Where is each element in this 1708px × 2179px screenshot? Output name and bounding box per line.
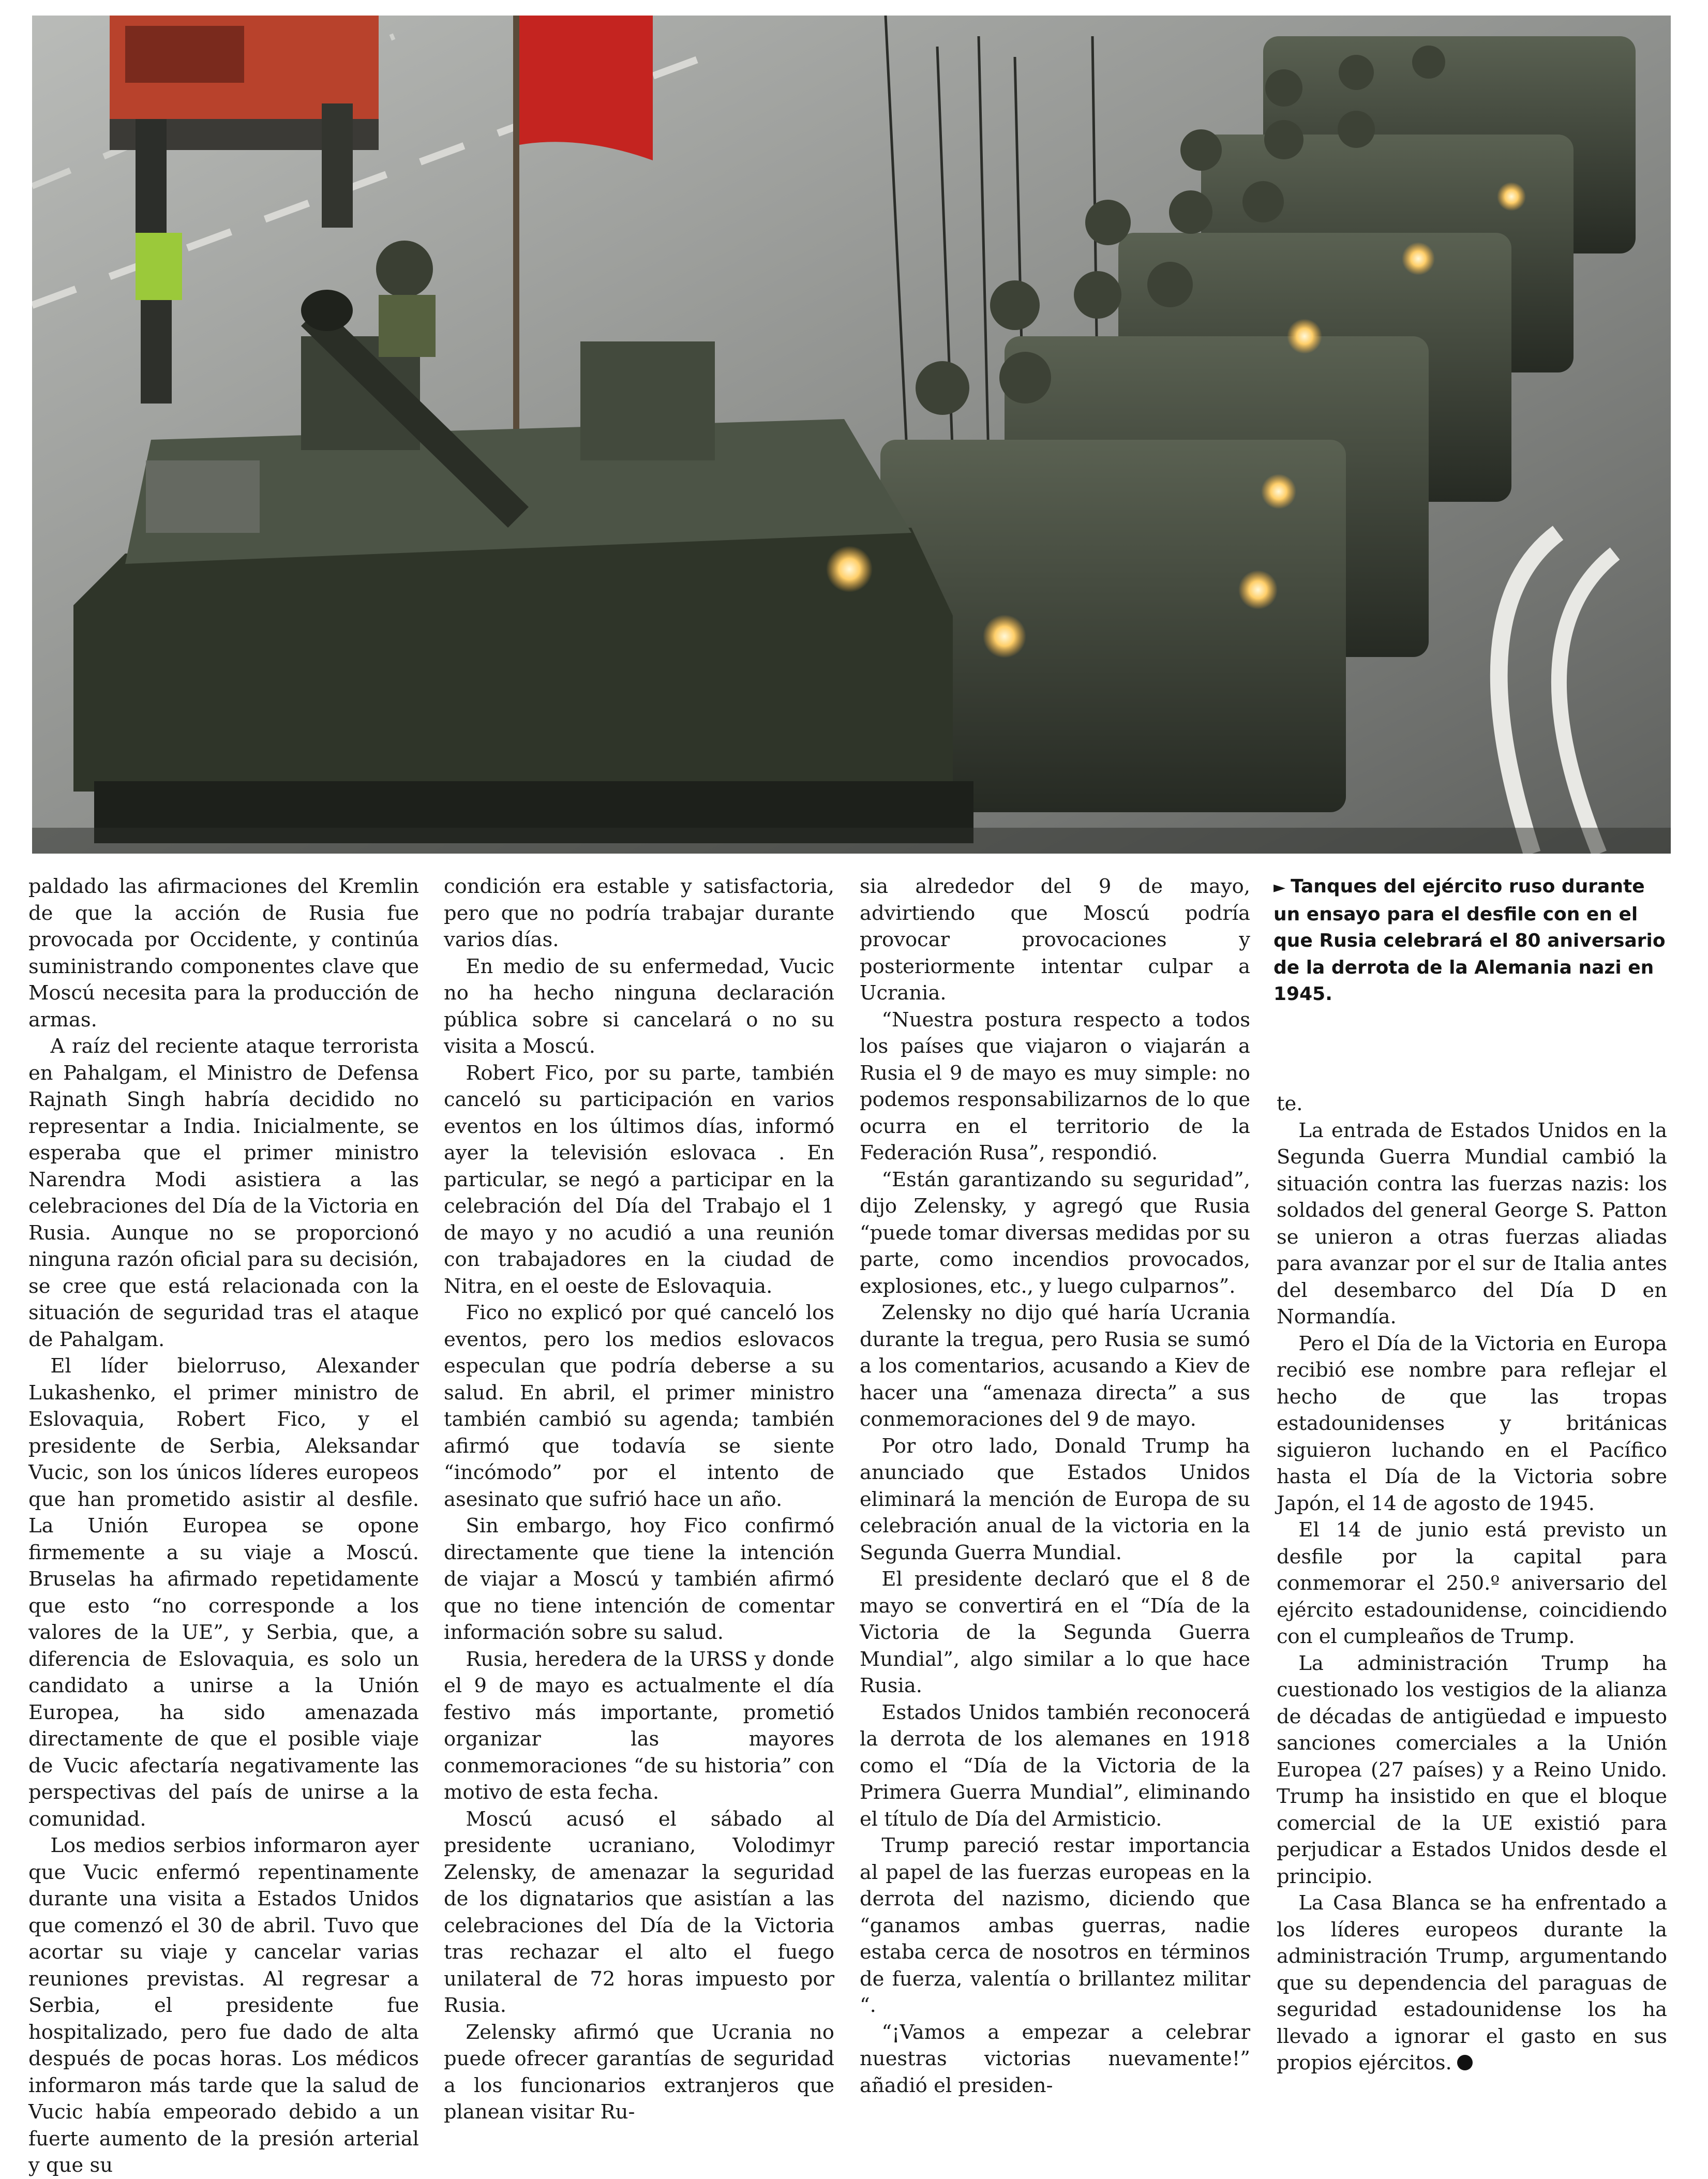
photo-caption <box>1273 873 1667 1008</box>
paragraph: “¡Vamos a empezar a celebrar nuestras victorias nuevamente!” añadió el presiden- <box>860 2020 1250 2097</box>
paragraph: paldado las afirmaciones del Kremlin de que la acción de Rusia fue provocada por Occidente, y continúa suministrando componentes clave que Moscú necesita para la producción de armas. <box>28 875 419 1032</box>
paragraph: La administración Trump ha cuestionado los vestigios de la alianza de décadas de antigüedad e impuesto sanciones comerciales a la Unión Europea (27 países) y a Reino Unido. Trump ha insistido en que el bloque comercial de la UE existió para perjudicar a Estados Unidos desde el principio. <box>1277 1651 1667 1888</box>
paragraph: A raíz del reciente ataque terrorista en Pahalgam, el Ministro de Defensa Rajnath Singh habría decidido no representar a India. Inicialmente, se esperaba que el primer ministro Narendra Modi asistiera a las celebraciones del Día de la Victoria en Rusia. Aunque no se proporcionó ninguna razón oficial para su decisión, se cree que está relacionada con la situación de seguridad tras el ataque de Pahalgam. <box>28 1035 419 1351</box>
paragraph: Los medios serbios informaron ayer que Vucic enfermó repentinamente durante una visita a Estados Unidos que comenzó el 30 de abril. Tuvo que acortar su viaje y cancelar varias reuniones previstas. Al regresar a Serbia, el presidente fue hospitalizado, pero fue dado de alta después de pocas horas. Los médicos informaron más tarde que la salud de Vucic había empeorado debido a un fuerte aumento de la presión arterial y que su <box>28 1834 419 2177</box>
paragraph: El 14 de junio está previsto un desfile por la capital para conmemorar el 250.º aniversario del ejército estadounidense, coincidiendo con el cumpleaños de Trump. <box>1277 1518 1667 1648</box>
paragraph-text: La Casa Blanca se ha enfrentado a los líderes europeos durante la administración Trump, argumentando que su dependencia del paraguas de seguridad estadounidense los ha llevado a ignorar el gasto en sus propios ejércitos. <box>1277 1891 1667 2074</box>
article-column-1 <box>28 873 419 2179</box>
paragraph <box>1277 1890 1667 2077</box>
military-parade-photo <box>32 16 1671 854</box>
paragraph: Zelensky afirmó que Ucrania no puede ofrecer garantías de seguridad a los funcionarios extranjeros que planean visitar Ru- <box>444 2020 834 2124</box>
paragraph: condición era estable y satisfactoria, pero que no podría trabajar durante varios días. <box>444 875 834 951</box>
paragraph: Pero el Día de la Victoria en Europa recibió ese nombre para reflejar el hecho de que las tropas estadounidenses y británicas siguieron luchando en el Pacífico hasta el Día de la Victoria sobre Japón, el 14 de agosto de 1945. <box>1277 1332 1667 1515</box>
paragraph: En medio de su enfermedad, Vucic no ha hecho ninguna declaración pública sobre si cancelará o no su visita a Moscú. <box>444 954 834 1058</box>
paragraph: Rusia, heredera de la URSS y donde el 9 de mayo es actualmente el día festivo más importante, prometió organizar las mayores conmemoraciones “de su historia” con motivo de esta fecha. <box>444 1647 834 1804</box>
end-of-article-icon <box>1457 2055 1473 2070</box>
caption-arrow-icon: ► <box>1273 878 1286 897</box>
paragraph: El presidente declaró que el 8 de mayo se convertirá en el “Día de la Victoria de la Segunda Guerra Mundial”, algo similar a lo que hace Rusia. <box>860 1568 1250 1697</box>
paragraph: Zelensky no dijo qué haría Ucrania durante la tregua, pero Rusia se sumó a los comentarios, acusando a Kiev de hacer una “amenaza directa” a sus conmemoraciones del 9 de mayo. <box>860 1301 1250 1431</box>
paragraph: te. <box>1277 1092 1303 1115</box>
paragraph: Sin embargo, hoy Fico confirmó directamente que tiene la intención de viajar a Moscú y también afirmó que no tiene intención de comentar información sobre su salud. <box>444 1514 834 1644</box>
paragraph: Por otro lado, Donald Trump ha anunciado que Estados Unidos eliminará la mención de Europa de su celebración anual de la victoria en la Segunda Guerra Mundial. <box>860 1434 1250 1564</box>
paragraph: Moscú acusó el sábado al presidente ucraniano, Volodimyr Zelensky, de amenazar la seguridad de los dignatarios que asistían a las celebraciones del Día de la Victoria tras rechazar el alto el fuego unilateral de 72 horas impuesto por Rusia. <box>444 1807 834 2017</box>
paragraph: Robert Fico, por su parte, también canceló su participación en varios eventos en los últimos días, informó ayer la televisión eslovaca . En particular, se negó a participar en la celebración del Día del Trabajo el 1 de mayo y no acudió a una reunión con trabajadores en la ciudad de Nitra, en el oeste de Eslovaquia. <box>444 1061 834 1298</box>
article-column-2 <box>444 873 834 2126</box>
paragraph: El líder bielorruso, Alexander Lukashenko, el primer ministro de Eslovaquia, Robert Fico, y el presidente de Serbia, Aleksandar Vucic, son los únicos líderes europeos que han prometido asistir al desfile. La Unión Europea se opone firmemente a su viaje a Moscú. Bruselas ha afirmado repetidamente que esto “no corresponde a los valores de la UE”, y Serbia, que, a diferencia de Eslovaquia, es solo un candidato a unirse a la Unión Europea, ha sido amenazada directamente de que el posible viaje de Vucic afectaría negativamente las perspectivas del país de unirse a la comunidad. <box>28 1354 419 1831</box>
paragraph: Estados Unidos también reconocerá la derrota de los alemanes en 1918 como el “Día de la Victoria de la Primera Guerra Mundial”, eliminando el título de Día del Armisticio. <box>860 1700 1250 1831</box>
paragraph: La entrada de Estados Unidos en la Segunda Guerra Mundial cambió la situación contra las fuerzas nazis: los soldados del general George S. Patton se unieron a otras fuerzas aliadas para avanzar por el sur de Italia antes del desembarco del Día D en Normandía. <box>1277 1118 1667 1329</box>
paragraph: “Están garantizando su seguridad”, dijo Zelensky, y agregó que Rusia “puede tomar diversas medidas por su parte, como incendios provocados, explosiones, etc., y luego culparnos”. <box>860 1168 1250 1298</box>
article-column-4 <box>1277 1091 1667 2077</box>
paragraph: sia alrededor del 9 de mayo, advirtiendo que Moscú podría provocar provocaciones y posteriormente intentar culpar a Ucrania. <box>860 875 1250 1005</box>
paragraph: Fico no explicó por qué canceló los eventos, pero los medios eslovacos especulan que podría deberse a su salud. En abril, el primer ministro también cambió su agenda; también afirmó que todavía se siente “incómodo” por el intento de asesinato que sufrió hace un año. <box>444 1301 834 1511</box>
caption-text: Tanques del ejército ruso durante un ensayo para el desfile con en el que Rusia celebrará el 80 aniversario de la derrota de la Alemania nazi en 1945. <box>1273 876 1666 1005</box>
article-column-3 <box>860 873 1250 2099</box>
article-photo <box>32 16 1671 854</box>
paragraph: “Nuestra postura respecto a todos los países que viajaron o viajarán a Rusia el 9 de mayo es muy simple: no podemos responsabilizarnos de lo que ocurra en el territorio de la Federación Rusa”, respondió. <box>860 1008 1250 1165</box>
paragraph: Trump pareció restar importancia al papel de las fuerzas europeas en la derrota del nazismo, diciendo que “ganamos ambas guerras, nadie estaba cerca de nosotros en términos de fuerza, valentía o brillantez militar “. <box>860 1834 1250 2017</box>
